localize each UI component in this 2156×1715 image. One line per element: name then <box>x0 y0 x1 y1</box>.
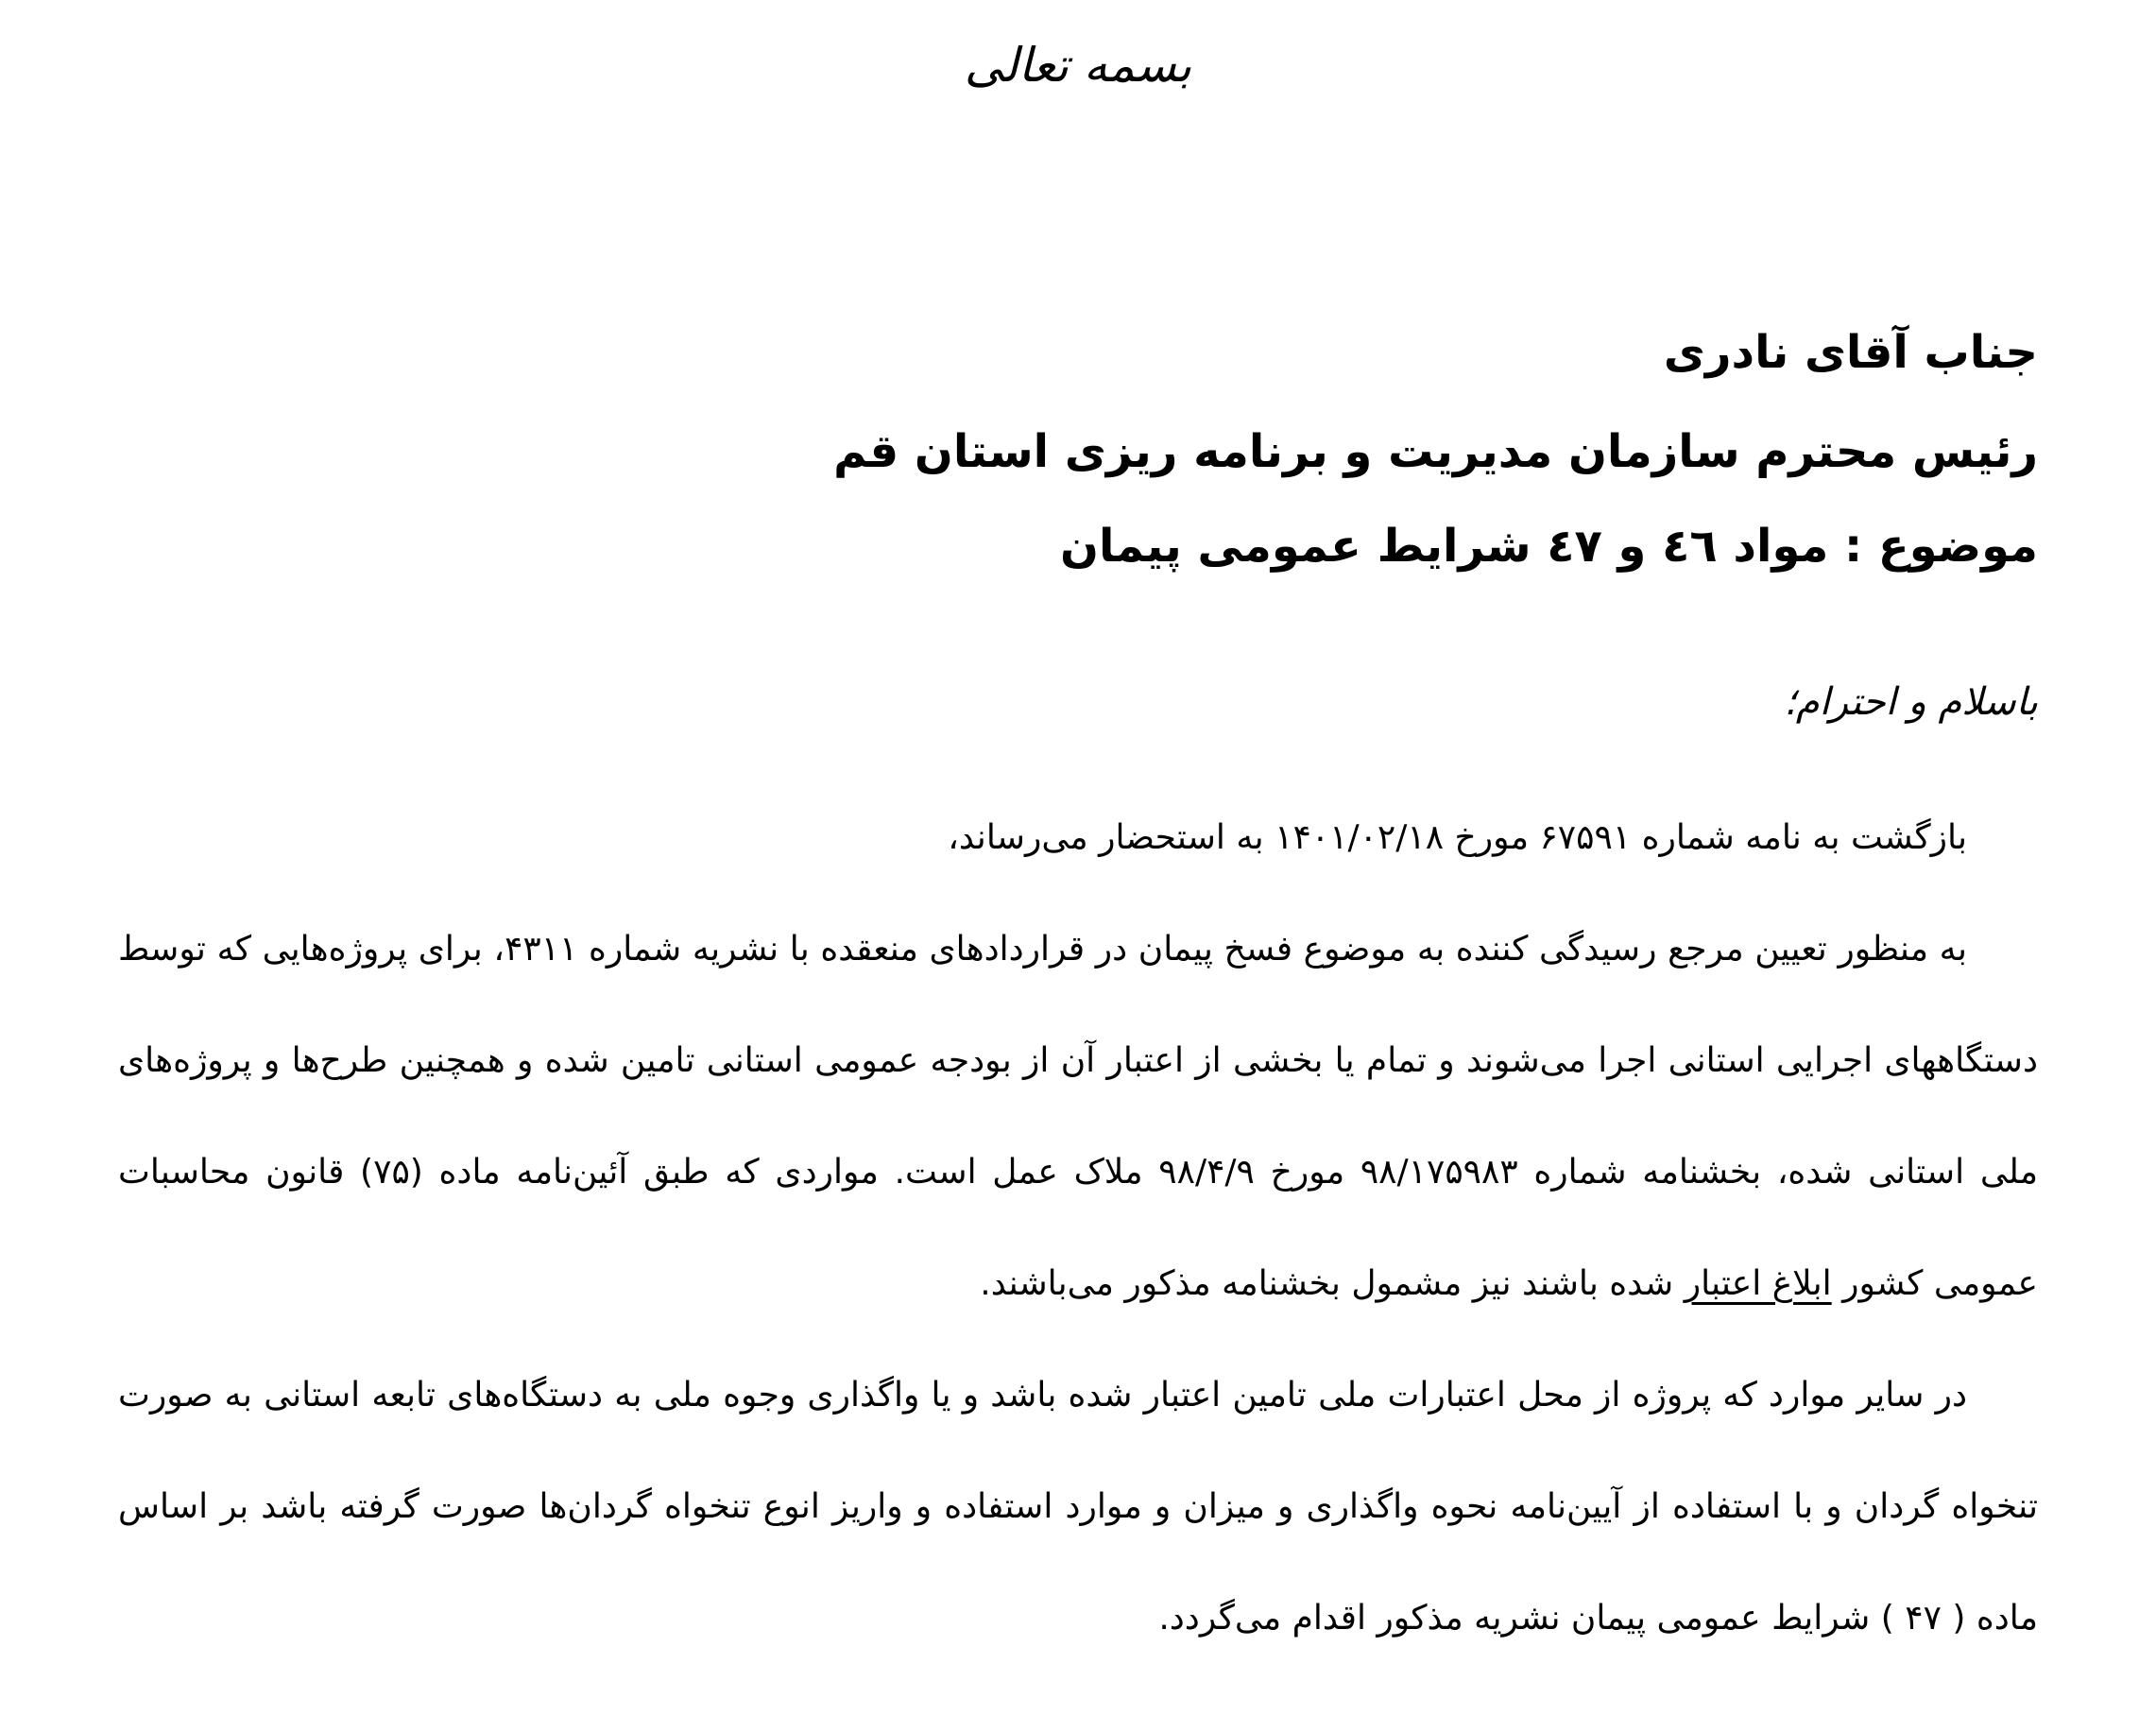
addressee-name: جناب آقای نادری <box>1663 326 2038 379</box>
paragraph-provincial-projects <box>118 894 2038 1340</box>
paragraph-reference: بازگشت به نامه شماره ۶۷۵۹۱ مورخ ۱۴۰۱/۰۲/۱۸ به استحضار می‌رساند، <box>948 818 1967 857</box>
addressee-title: رئیس محترم سازمان مدیریت و برنامه ریزی استان قم <box>833 425 2038 478</box>
letter-subject: موضوع : مواد ٤٦ و ٤٧ شرایط عمومی پیمان <box>1060 520 2038 573</box>
paragraph-text: شده باشند نیز مشمول بخشنامه مذکور می‌باشند. <box>980 1264 1674 1303</box>
underlined-phrase: ابلاغ اعتبار <box>1684 1264 1832 1303</box>
paragraph-national-funds: در سایر موارد که پروژه از محل اعتبارات ملی تامین اعتبار شده باشد و یا واگذاری وجوه ملی به دستگاه‌های تابعه استانی به صورت تنخواه گردان و با استفاده از آیین‌نامه نحوه واگذاری و میزان و موارد استفاده و واریز انوع تنخواه گردان‌ها صورت گرفته باشد بر اساس ماده ( ۴۷ ) شرایط عمومی پیمان نشریه مذکور اقدام می‌گردد. <box>118 1376 2038 1638</box>
greeting: باسلام و احترام؛ <box>1784 680 2038 724</box>
paragraph-text: به منظور تعیین مرجع رسیدگی کننده به موضوع فسخ پیمان در قراردادهای منعقده با نشریه شماره ۴۳۱۱، برای پروژه‌هایی که توسط دستگاههای اجرایی استانی اجرا می‌شوند و تمام یا بخشی از اعتبار آن از بودجه عمومی استانی تامین شده و همچنین طرح‌ها و پروژه‌های ملی استانی شده، بخشنامه شماره ۹۸/۱۷۵۹۸۳ مورخ ۹۸/۴/۹ ملاک عمل است. مواردی که طبق آئین‌نامه ماده (۷۵) قانون محاسبات عمومی کشور <box>118 930 2039 1303</box>
letter-body <box>118 782 2038 1674</box>
invocation-header: بسمه تعالی <box>964 38 1192 93</box>
